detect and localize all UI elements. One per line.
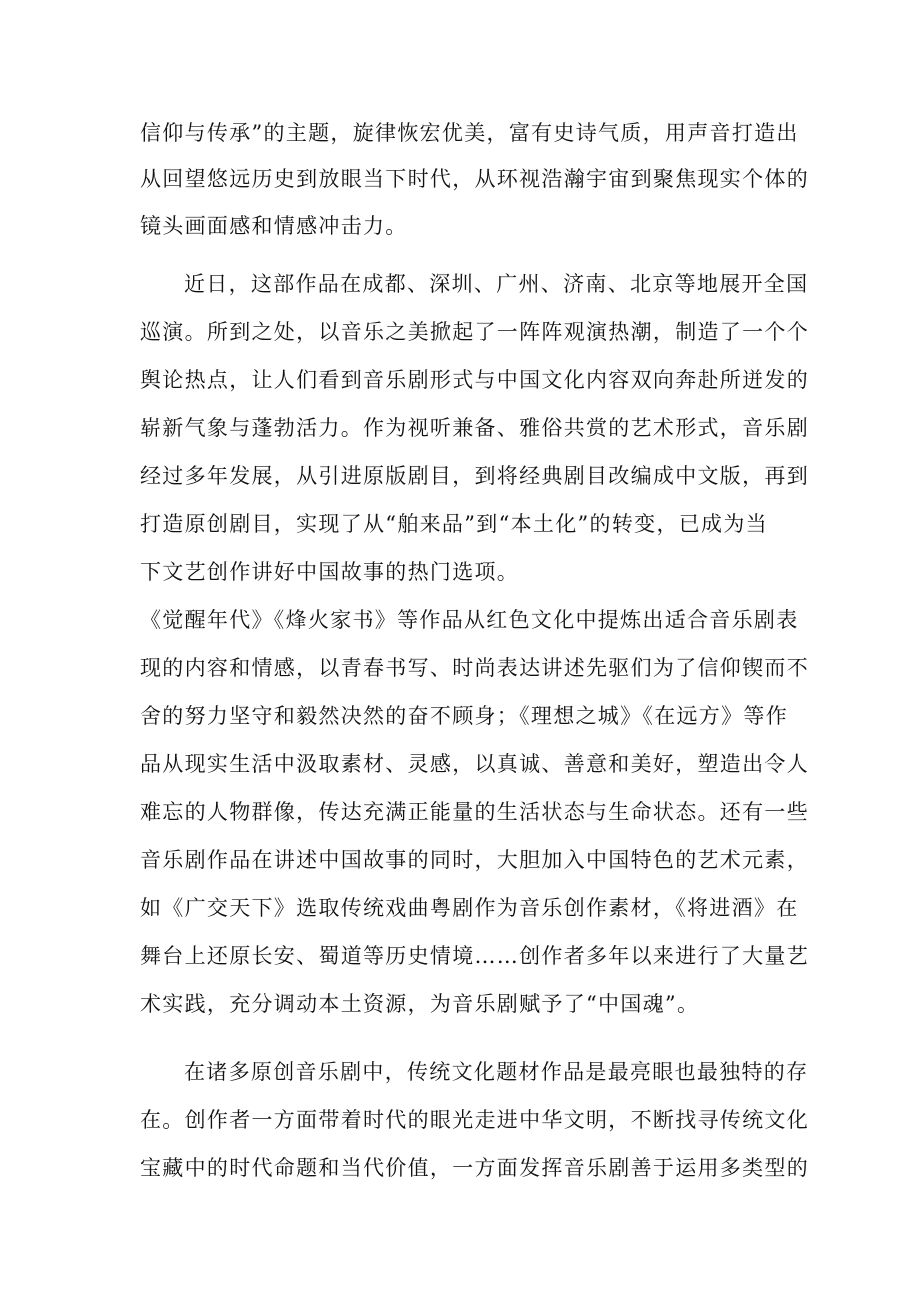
paragraph-3-line-5: 难忘的人物群像，传达充满正能量的生活状态与生命状态。还有一些 bbox=[140, 800, 809, 824]
paragraph-3-line-9: 术实践，充分调动本土资源，为音乐剧赋予了“中国魂”。 bbox=[140, 992, 700, 1016]
paragraph-2-line-5: 经过多年发展，从引进原版剧目，到将经典剧目改编成中文版，再到 bbox=[140, 464, 809, 488]
paragraph-2-line-7: 下文艺创作讲好中国故事的热门选项。 bbox=[140, 560, 520, 584]
paragraph-2-line-4: 崭新气象与蓬勃活力。作为视听兼备、雅俗共赏的艺术形式，音乐剧 bbox=[140, 416, 809, 440]
paragraph-2-line-1: 近日，这部作品在成都、深圳、广州、济南、北京等地展开全国 bbox=[184, 272, 809, 296]
paragraph-2-line-6: 打造原创剧目，实现了从“舶来品”到“本土化”的转变，已成为当 bbox=[140, 512, 768, 536]
paragraph-4-line-1: 在诸多原创音乐剧中，传统文化题材作品是最亮眼也最独特的存 bbox=[184, 1060, 809, 1084]
paragraph-1-line-2: 从回望悠远历史到放眼当下时代，从环视浩瀚宇宙到聚焦现实个体的 bbox=[140, 167, 809, 191]
paragraph-3-line-1: 《觉醒年代》《烽火家书》等作品从红色文化中提炼出适合音乐剧表 bbox=[140, 608, 799, 632]
paragraph-1-line-1: 信仰与传承”的主题，旋律恢宏优美，富有史诗气质，用声音打造出 bbox=[140, 121, 799, 145]
paragraph-2-line-3: 舆论热点，让人们看到音乐剧形式与中国文化内容双向奔赴所迸发的 bbox=[140, 368, 809, 392]
paragraph-3-line-7: 如《广交天下》选取传统戏曲粤剧作为音乐创作素材，《将进酒》在 bbox=[140, 896, 799, 920]
paragraph-4-line-2: 在。创作者一方面带着时代的眼光走进中华文明，不断找寻传统文化 bbox=[140, 1108, 809, 1132]
paragraph-3-line-3: 舍的努力坚守和毅然决然的奋不顾身；《理想之城》《在远方》等作 bbox=[140, 704, 788, 728]
paragraph-3-line-8: 舞台上还原长安、蜀道等历史情境……创作者多年以来进行了大量艺 bbox=[140, 944, 809, 968]
paragraph-3-line-6: 音乐剧作品在讲述中国故事的同时，大胆加入中国特色的艺术元素， bbox=[140, 848, 809, 872]
paragraph-2-line-2: 巡演。所到之处，以音乐之美掀起了一阵阵观演热潮，制造了一个个 bbox=[140, 320, 809, 344]
paragraph-4-line-3: 宝藏中的时代命题和当代价值，一方面发挥音乐剧善于运用多类型的 bbox=[140, 1156, 809, 1180]
paragraph-1-line-3: 镜头画面感和情感冲击力。 bbox=[140, 214, 408, 238]
paragraph-3-line-2: 现的内容和情感，以青春书写、时尚表达讲述先驱们为了信仰锲而不 bbox=[140, 656, 809, 680]
paragraph-3-line-4: 品从现实生活中汲取素材、灵感，以真诚、善意和美好，塑造出令人 bbox=[140, 752, 809, 776]
